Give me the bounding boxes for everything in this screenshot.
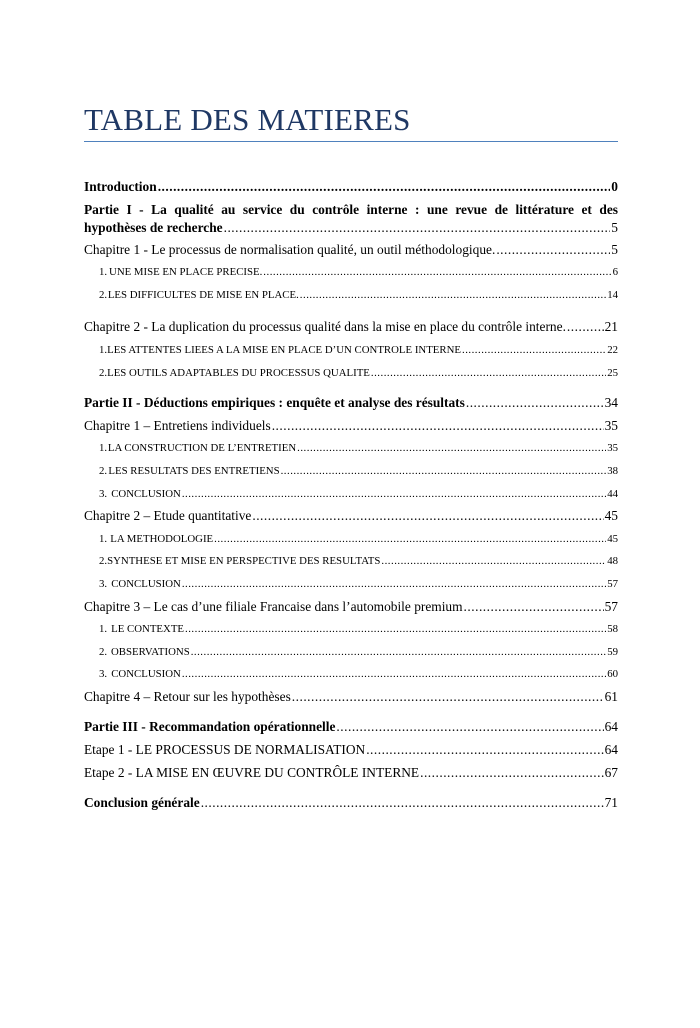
toc-entry-label: Etape 1 - LE PROCESSUS DE NORMALISATION <box>84 742 366 758</box>
toc-entry-section[interactable] <box>84 663 618 686</box>
toc-page-number: 44 <box>607 487 618 500</box>
toc-entry-label: LES RESULTATS DES ENTRETIENS <box>108 464 280 477</box>
toc-leader-dots <box>263 261 611 284</box>
toc-page-number: 58 <box>607 623 618 636</box>
toc-entry-section[interactable] <box>84 641 618 664</box>
toc-entry-introduction[interactable] <box>84 176 618 199</box>
toc-page-number: 60 <box>607 668 618 681</box>
toc-page-number: 38 <box>607 464 618 477</box>
toc-page-number: 45 <box>607 532 618 545</box>
toc-entry-section[interactable] <box>84 362 618 385</box>
toc-leader-dots <box>182 483 606 506</box>
toc-leader-dots <box>366 739 603 762</box>
toc-leader-dots <box>496 239 610 262</box>
toc-entry-label: LES DIFFICULTES DE MISE EN PLACE. <box>107 288 299 301</box>
toc-entry-section[interactable] <box>84 437 618 460</box>
toc-page-number: 71 <box>604 795 618 811</box>
toc-page-number: 21 <box>604 319 618 335</box>
toc-page-number: 64 <box>604 742 618 758</box>
toc-page-number: 61 <box>604 688 618 704</box>
toc-section-number: 2. <box>99 555 108 568</box>
toc-entry-label: Chapitre 4 – Retour sur les hypothèses <box>84 688 291 704</box>
toc-section-number: 3. <box>99 577 108 590</box>
toc-entry-partie-2[interactable] <box>84 392 618 415</box>
toc-leader-dots <box>182 573 606 596</box>
toc-leader-dots <box>281 460 607 483</box>
toc-entry-chapitre[interactable] <box>84 686 618 709</box>
toc-section-number: 2. <box>99 288 108 301</box>
toc-section-number: 1. <box>99 442 108 455</box>
toc-page-number: 45 <box>604 508 618 524</box>
toc-leader-dots <box>182 663 606 686</box>
toc-entry-section[interactable] <box>84 550 618 573</box>
toc-entry-label: Chapitre 1 – Entretiens individuels <box>84 417 271 433</box>
toc-leader-dots <box>224 219 611 237</box>
toc-page-number: 48 <box>607 555 618 568</box>
toc-page-number: 0 <box>611 179 618 194</box>
toc-entry-label: Chapitre 3 – Le cas d’une filiale Francaise dans l’automobile premium <box>84 598 463 614</box>
toc-leader-dots <box>297 437 606 460</box>
toc-entry-label: LE CONTEXTE <box>111 623 185 636</box>
page-title: TABLE DES MATIERES <box>84 102 411 137</box>
toc-entry-section[interactable] <box>84 483 618 506</box>
toc-page-number: 5 <box>611 219 618 235</box>
toc-leader-dots <box>185 618 606 641</box>
toc-entry-section[interactable] <box>84 284 618 307</box>
toc-entry-label: Chapitre 2 – Etude quantitative <box>84 508 252 524</box>
toc-leader-dots <box>201 792 604 815</box>
toc-entry-conclusion[interactable] <box>84 792 618 815</box>
toc-entry-label: Partie II - Déductions empiriques : enquête et analyse des résultats <box>84 395 465 411</box>
toc-entry-label: LA CONSTRUCTION DE L’ENTRETIEN <box>107 442 297 455</box>
toc-entry-chapitre-2[interactable] <box>84 316 618 339</box>
toc-entry-label: Introduction <box>84 179 157 194</box>
toc-page-number: 64 <box>604 719 618 735</box>
toc-section-number: 2. <box>99 366 108 379</box>
toc-entry-section[interactable] <box>84 339 618 362</box>
toc-entry-section[interactable] <box>84 618 618 641</box>
toc-leader-dots <box>464 596 604 619</box>
toc-entry-chapitre[interactable] <box>84 505 618 528</box>
toc-leader-dots <box>336 716 603 739</box>
toc-leader-dots <box>420 762 604 785</box>
toc-entry-label: CONCLUSION <box>111 577 181 590</box>
toc-leader-dots <box>214 528 606 551</box>
toc-entry-label: OBSERVATIONS <box>110 645 190 658</box>
toc-page-number: 25 <box>607 366 618 379</box>
toc-page-number: 59 <box>607 645 618 658</box>
toc-page-number: 67 <box>604 764 618 780</box>
toc-entry-chapitre[interactable] <box>84 596 618 619</box>
toc-entry-chapitre[interactable] <box>84 415 618 438</box>
toc-entry-partie-3[interactable] <box>84 716 618 739</box>
toc-leader-dots <box>567 316 604 339</box>
toc-leader-dots <box>292 686 604 709</box>
toc-leader-dots <box>466 392 604 415</box>
toc-section-number: 2. <box>99 464 108 477</box>
toc-leader-dots <box>371 362 606 385</box>
toc-page-number: 57 <box>607 577 618 590</box>
toc-page-number: 57 <box>604 598 618 614</box>
toc-leader-dots <box>381 550 606 573</box>
toc-section-number: 1. <box>99 343 108 356</box>
toc-section-number: 1. <box>99 623 108 636</box>
toc-section-number: 3. <box>99 668 108 681</box>
title-divider <box>84 141 618 142</box>
toc-section-number: 1. <box>99 266 108 279</box>
toc-entry-partie-1[interactable] <box>84 201 618 239</box>
toc-entry-label: Chapitre 2 - La duplication du processus qualité dans la mise en place du contrôle interne. <box>84 319 566 335</box>
toc-leader-dots <box>158 176 611 199</box>
toc-entry-section[interactable] <box>84 573 618 596</box>
toc-entry-section[interactable] <box>84 528 618 551</box>
toc-leader-dots <box>272 415 604 438</box>
toc-entry-label: Partie III - Recommandation opérationnelle <box>84 719 336 735</box>
toc-leader-dots <box>462 339 606 362</box>
toc-entry-label: Etape 2 - LA MISE EN ŒUVRE DU CONTRÔLE INTERNE <box>84 764 420 780</box>
toc-entry-label: LA METHODOLOGIE <box>110 532 214 545</box>
toc-entry-label: hypothèses de recherche <box>84 219 223 235</box>
toc-section-number: 2. <box>99 645 108 658</box>
toc-page-number: 34 <box>604 395 618 411</box>
toc-page-number: 14 <box>607 288 618 301</box>
toc-leader-dots <box>300 284 606 307</box>
toc-entry-section[interactable] <box>84 460 618 483</box>
toc-entry-label: UNE MISE EN PLACE PRECISE. <box>109 266 263 279</box>
table-of-contents <box>84 176 618 815</box>
toc-leader-dots <box>191 641 607 664</box>
toc-entry-label: Conclusion générale <box>84 795 200 811</box>
toc-entry-label: CONCLUSION <box>111 487 181 500</box>
toc-entry-label-line1: Partie I - La qualité au service du contrôle interne : une revue de littérature et des <box>84 201 618 217</box>
toc-entry-label: CONCLUSION <box>111 668 181 681</box>
toc-entry-etape-1[interactable] <box>84 739 618 762</box>
toc-page-number: 35 <box>607 442 618 455</box>
toc-entry-chapitre-1[interactable] <box>84 239 618 262</box>
toc-page-number: 35 <box>604 417 618 433</box>
toc-entry-label: SYNTHESE ET MISE EN PERSPECTIVE DES RESULTATS <box>107 555 381 568</box>
toc-leader-dots <box>252 505 603 528</box>
toc-entry-label: Chapitre 1 - Le processus de normalisation qualité, un outil méthodologique. <box>84 241 496 257</box>
toc-page-number: 5 <box>611 241 618 257</box>
toc-page-number: 6 <box>612 266 618 279</box>
toc-entry-section[interactable] <box>84 261 618 284</box>
toc-section-number: 1. <box>99 532 108 545</box>
toc-page-number: 22 <box>607 343 618 356</box>
toc-entry-label: LES OUTILS ADAPTABLES DU PROCESSUS QUALITE <box>107 366 370 379</box>
toc-entry-label: LES ATTENTES LIEES A LA MISE EN PLACE D’UN CONTROLE INTERNE <box>107 343 461 356</box>
toc-entry-etape-2[interactable] <box>84 762 618 785</box>
toc-section-number: 3. <box>99 487 108 500</box>
